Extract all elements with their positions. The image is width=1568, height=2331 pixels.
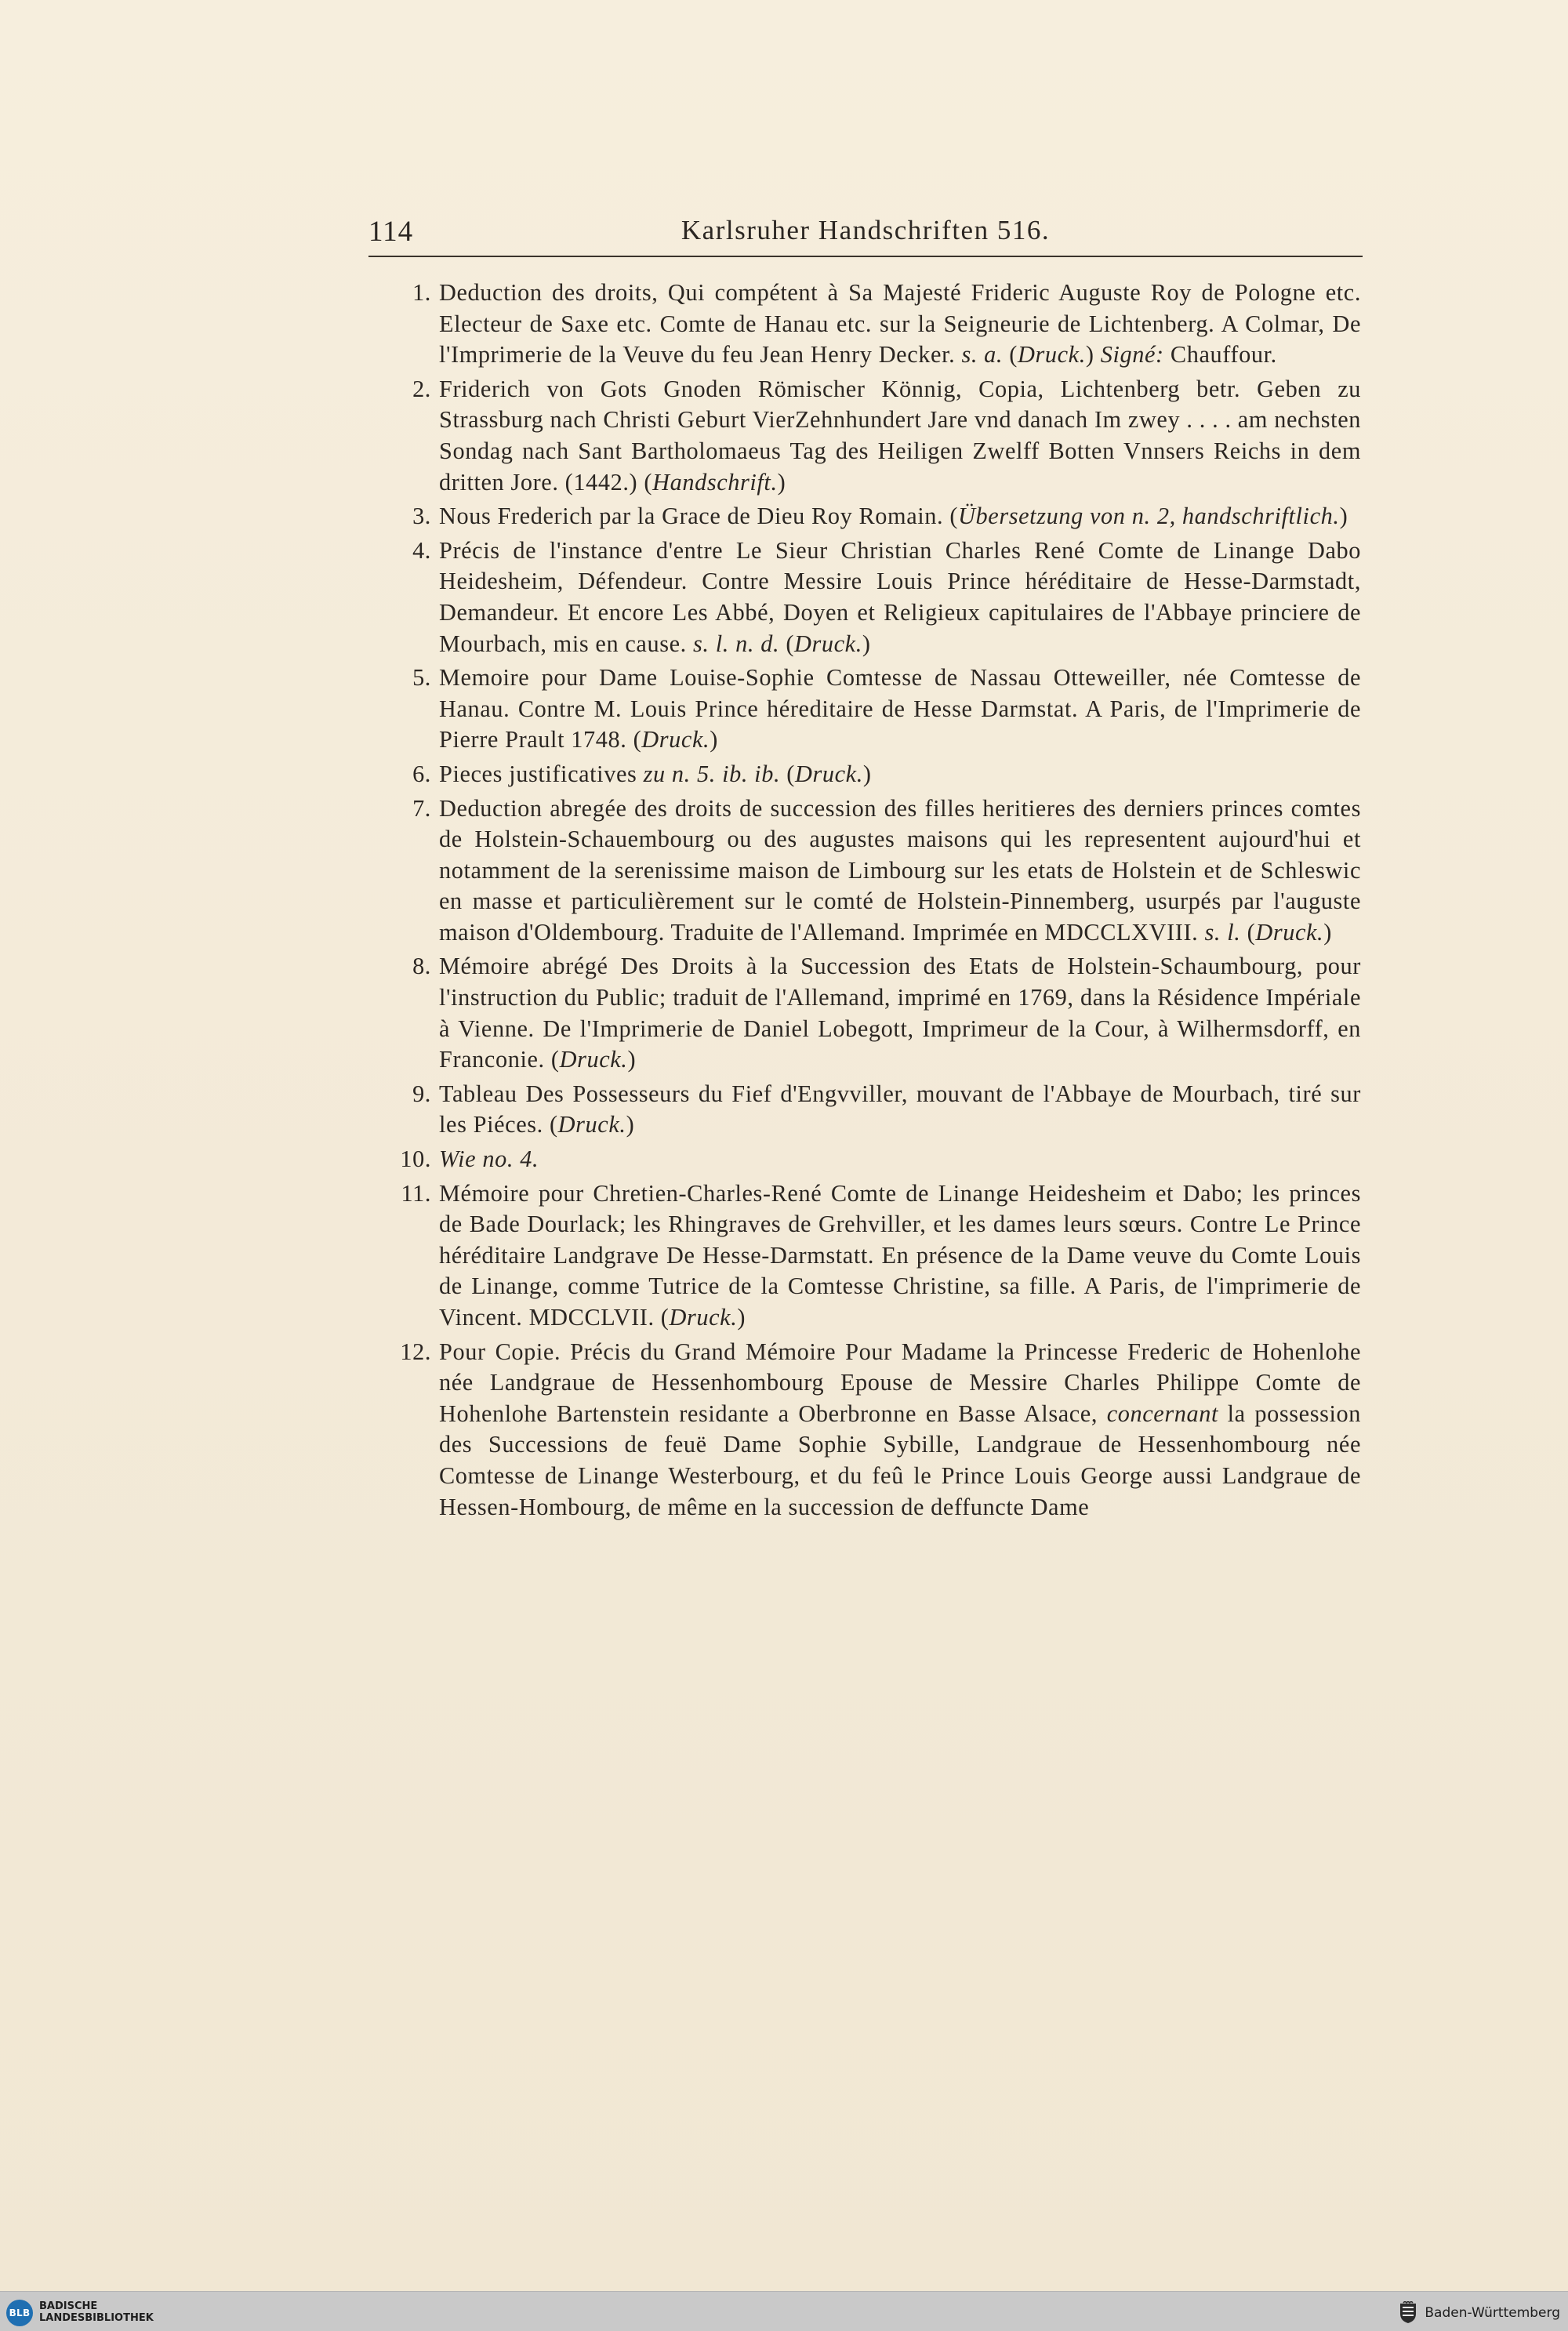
entry-text-italic: Handschrift. [652, 468, 778, 496]
entry-text-segment: ) [1339, 503, 1348, 530]
entry-text-italic: Druck. [641, 726, 710, 753]
entry-text-segment: Tableau Des Possesseurs du Fief d'Engvviller, mouvant de l'Abbaye de Mourbach, tiré sur les Piéces. ( [439, 1080, 1361, 1138]
entry-text [439, 278, 1361, 371]
coat-of-arms-icon [1398, 2301, 1418, 2325]
entry-number: 1. [412, 279, 431, 306]
entry-text-segment: Chauffour. [1163, 341, 1277, 369]
entry-text [439, 374, 1361, 498]
catalog-entry [412, 951, 1361, 1075]
entry-text-segment: ) [862, 630, 871, 657]
entry-text-italic: zu n. 5. ib. ib. [643, 760, 781, 787]
entry-number: 4. [412, 536, 431, 564]
entry-text-segment: ) [710, 726, 718, 753]
page-number: 114 [368, 216, 414, 248]
catalog-entry [412, 1079, 1361, 1141]
entry-text-italic: s. a. [961, 341, 1004, 369]
footer-bar [0, 2291, 1568, 2331]
entry-number: 12. [400, 1338, 431, 1365]
entry-number: 2. [412, 375, 431, 402]
entry-text [439, 951, 1361, 1075]
entry-text [439, 1144, 1361, 1175]
entry-text-italic: Druck. [669, 1304, 738, 1331]
entry-text-segment: Memoire pour Dame Louise-Sophie Comtesse de Nassau Otteweiller, née Comtesse de Hanau. Contre M. Louis Prince héreditaire de Hesse Darmstat. A Paris, de l'Imprimerie de Pierre Prault 1748. ( [439, 664, 1361, 753]
entry-text [439, 663, 1361, 756]
library-name-line1: BADISCHE [39, 2300, 98, 2312]
entry-text-segment: Mémoire abrégé Des Droits à la Succession des Etats de Holstein-Schaumbourg, pour l'instruction du Public; traduit de l'Allemand, imprimé en 1769, dans la Résidence Impériale à Vienne. De l'Imprimerie de Daniel Lobegott, Imprimeur de la Cour, à Wilhermsdorff, en Franconie. ( [439, 953, 1361, 1073]
entry-text-italic: concernant [1106, 1400, 1218, 1427]
state-label: Baden-Württemberg [1425, 2305, 1560, 2321]
catalog-entry [412, 374, 1361, 498]
page-header [368, 212, 1363, 257]
entry-text-segment: Mémoire pour Chretien-Charles-René Comte de Linange Heidesheim et Dabo; les princes de Bade Dourlack; les Rhingraves de Grehviller, et les dames leurs sœurs. Contre Le Prince héréditaire Landgrave De Hesse-Darmstatt. En présence de la Dame veuve du Comte Louis de Linange, comme Tutrice de la Comtesse Christine, sa fille. A Paris, de l'imprimerie de Vincent. MDCCLVII. ( [439, 1179, 1361, 1331]
entry-text-italic: Übersetzung von n. 2, handschriftlich. [958, 503, 1340, 530]
entry-text-italic: Wie no. 4. [439, 1146, 539, 1173]
entry-text-segment: ) [627, 1046, 637, 1073]
entry-text-segment: Pour Copie. Précis du Grand Mémoire Pour Madame la Princesse Frederic de Hohenlohe née Landgraue de Hessenhombourg Epouse de Messire Charles Philippe Comte de Hohenlohe Bartenstein residante a Oberbronne en Basse Alsace, [439, 1338, 1361, 1427]
running-title: Karlsruher Handschriften 516. [681, 215, 1051, 245]
entry-text [439, 759, 1361, 790]
entry-text-segment: Friderich von Gots Gnoden Römischer Könnig, Copia, Lichtenberg betr. Geben zu Strassburg nach Christi Geburt VierZehnhundert Jare vnd danach Im zwey . . . . am nechsten Sondag nach Sant Bartholomaeus Tag des Heiligen Zwelff Botten Vnnsers Reichs in dem dritten Jore. (1442.) ( [439, 375, 1361, 496]
entry-text [439, 1079, 1361, 1141]
catalog-entry [412, 759, 1361, 790]
entry-text-segment: Deduction abregée des droits de succession des filles heritieres des derniers princes comtes de Holstein-Schauembourg ou des augustes maisons qui les representent aujourd'hui et notamment de la serenissime maison de Limbourg sur les etats de Holstein et de Schleswic en masse et particulièrement sur le comté de Holstein-Pinnemberg, usurpés par l'auguste maison d'Oldembourg. Traduite de l'Allemand. Imprimée en MDCCLXVIII. [439, 794, 1361, 946]
entry-text-segment: ( [1240, 918, 1256, 946]
blb-logo[interactable]: BLB [6, 2300, 33, 2326]
entry-text-italic: Druck. [557, 1111, 626, 1138]
entry-text-segment: ) [777, 468, 786, 496]
entry-text-segment: Pieces justificatives [439, 760, 644, 787]
entry-text-italic: Signé: [1100, 341, 1164, 369]
entry-number: 9. [412, 1080, 431, 1107]
entry-number: 11. [401, 1179, 431, 1207]
entry-text-segment: ( [779, 630, 795, 657]
entry-text-italic: Druck. [1255, 918, 1324, 946]
library-name-line2: LANDESBIBLIOTHEK [39, 2312, 154, 2324]
entry-text-segment: Nous Frederich par la Grace de Dieu Roy Romain. ( [439, 503, 959, 530]
entry-text-segment: la possession des Successions de feuë Dame Sophie Sybille, Landgraue de Hessenhombourg née Comtesse de Linange Westerbourg, et du feû le Prince Louis George aussi Landgraue de Hessen-Hombourg, de même en la succession de deffuncte Dame [439, 1400, 1361, 1520]
entry-text-segment: ) [626, 1111, 635, 1138]
catalog-entry [412, 501, 1361, 532]
catalog-entry [400, 1144, 1361, 1175]
entry-text [439, 501, 1361, 532]
entry-text-segment: ) [737, 1304, 746, 1331]
entry-text-italic: Druck. [1017, 341, 1086, 369]
entry-text-segment: ( [780, 760, 795, 787]
library-name[interactable] [39, 2300, 154, 2324]
entry-text-segment: ) [1323, 918, 1332, 946]
entry-text-italic: Druck. [794, 630, 862, 657]
entry-text [439, 536, 1361, 659]
entry-number: 3. [412, 503, 431, 530]
entry-number: 8. [412, 953, 431, 980]
catalog-entry [400, 1337, 1361, 1523]
catalog-entry [412, 536, 1361, 659]
entry-number: 5. [412, 664, 431, 692]
entry-text-segment: ) [862, 760, 872, 787]
entry-text-segment: ) [1085, 341, 1101, 369]
entry-text [439, 1178, 1361, 1334]
entry-text-italic: Druck. [795, 760, 863, 787]
catalog-entry [412, 663, 1361, 756]
catalog-entry [412, 793, 1361, 949]
entry-text [439, 1337, 1361, 1523]
entry-text-segment: ( [1003, 341, 1018, 369]
entry-text-segment: Précis de l'instance d'entre Le Sieur Christian Charles René Comte de Linange Dabo Heidesheim, Défendeur. Contre Messire Louis Prince héréditaire de Hesse-Darmstadt, Demandeur. Et encore Les Abbé, Doyen et Religieux capitulaires de l'Abbaye princiere de Mourbach, mis en cause. [439, 536, 1361, 657]
entry-text-italic: Druck. [559, 1046, 628, 1073]
entry-text-italic: s. l. n. d. [693, 630, 780, 657]
entry-text-segment: Deduction des droits, Qui compétent à Sa Majesté Frideric Auguste Roy de Pologne etc. Electeur de Saxe etc. Comte de Hanau etc. sur la Seigneurie de Lichtenberg. A Colmar, De l'Imprimerie de la Veuve du feu Jean Henry Decker. [439, 279, 1361, 369]
entry-number: 10. [400, 1146, 431, 1173]
entry-number: 6. [412, 760, 431, 787]
entry-number: 7. [412, 794, 431, 822]
catalog-entries [400, 278, 1361, 1526]
catalog-entry [412, 278, 1361, 371]
catalog-entry [401, 1178, 1361, 1334]
entry-text [439, 793, 1361, 949]
baden-wuerttemberg-logo[interactable] [1398, 2300, 1560, 2326]
entry-text-italic: s. l. [1204, 918, 1241, 946]
